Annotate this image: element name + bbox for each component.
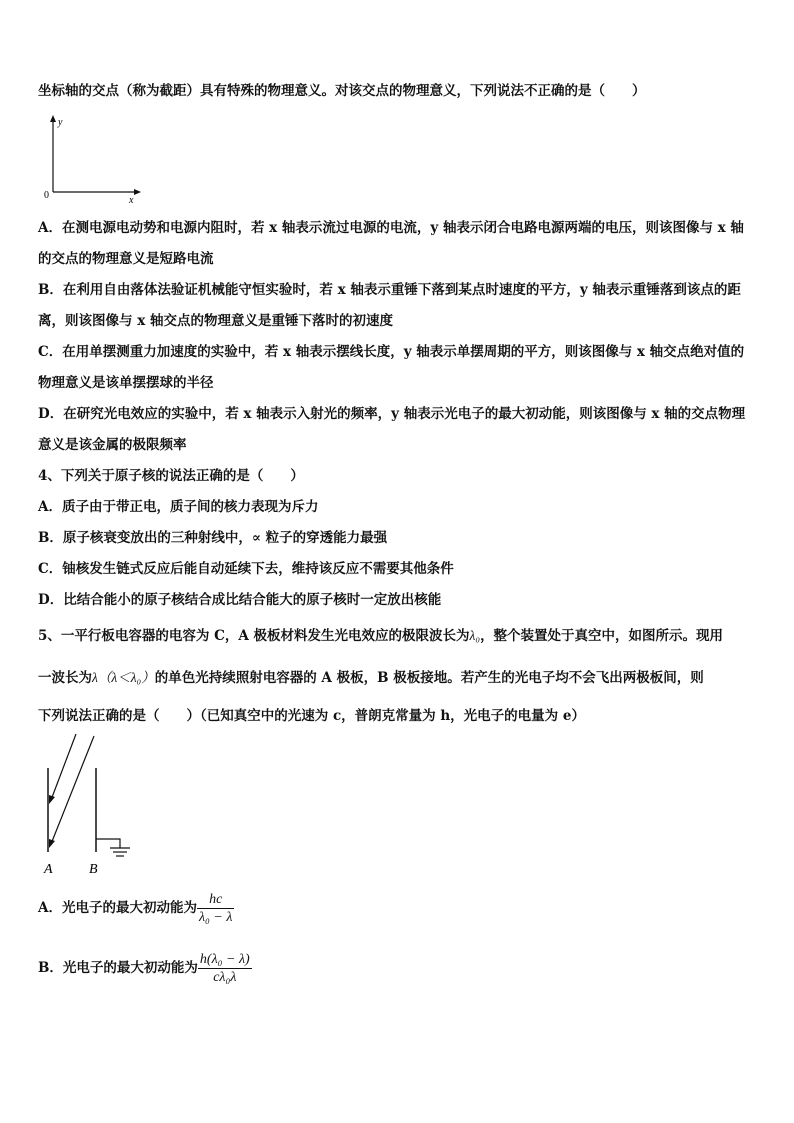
q5-stem-line1-a: 5、一平行板电容器的电容为 C，A 极板材料发生光电效应的极限波长为 [38,628,470,644]
q5-option-a-fraction [197,891,234,926]
q5-stem-line1-b: ，整个装置处于真空中，如图所示。现用 [480,628,724,644]
q5-stem-line1 [38,627,723,645]
q5-option-b-text: B．光电子的最大初动能为 [38,960,198,976]
plate-a-label: A [44,862,53,877]
light-ray-2 [51,736,94,844]
q4-option-b: B．原子核衰变放出的三种射线中，∝ 粒子的穿透能力最强 [38,530,388,546]
capacitor-diagram [38,732,138,880]
q3-axes-graph [40,112,150,204]
q4-stem: 4、下列关于原子核的说法正确的是（ ） [38,468,304,484]
q5-option-b-numerator: h(λ₀ − λ) [199,952,250,967]
q5-stem-line2 [38,669,704,687]
ground-wire [96,839,120,848]
q5-option-b-denominator: cλ₀λ [213,970,237,985]
origin-label: 0 [44,190,49,201]
light-ray-2-arrowhead [49,839,55,848]
q3-option-b-line2: 离，则该图像与 x 轴交点的物理意义是重锤下落时的初速度 [38,313,393,329]
q3-option-c-line2: 物理意义是该单摆摆球的半径 [38,375,214,391]
q3-option-b-line1: B．在利用自由落体法验证机械能守恒实验时，若 x 轴表示重锤下落到某点时速度的平方，y 轴表示重锤落到该点的距 [38,282,741,298]
q5-option-a-numerator: hc [197,891,234,909]
q5-stem-line2-b: 的单色光持续照射电容器的 A 极板，B 极板接地。若产生的光电子均不会飞出两极板间，则 [154,670,704,686]
q4-option-c: C．铀核发生链式反应后能自动延续下去，维持该反应不需要其他条件 [38,561,454,577]
x-axis-arrow [134,189,141,195]
q3-option-d-line2: 意义是该金属的极限频率 [38,437,187,453]
lambda-condition: λ（λ＜λ₀） [92,670,155,685]
q3-option-c-line1: C．在用单摆测重力加速度的实验中，若 x 轴表示摆线长度，y 轴表示单摆周期的平方，则该图像与 x 轴交点绝对值的 [38,344,745,360]
x-axis-label: x [129,195,134,204]
q3-option-a-line2: 的交点的物理意义是短路电流 [38,251,214,267]
q3-option-a-line1: A．在测电源电动势和电源内阻时，若 x 轴表示流过电源的电流，y 轴表示闭合电路电源两端的电压，则该图像与 x 轴 [38,220,744,236]
q5-option-b-fraction [198,951,252,986]
q3-stem: 坐标轴的交点（称为截距）具有特殊的物理意义。对该交点的物理意义，下列说法不正确的是（ ） [38,83,646,99]
q5-option-a-denominator: λ₀ − λ [198,910,233,925]
q5-stem-line3: 下列说法正确的是（ ）（已知真空中的光速为 c，普朗克常量为 h，光电子的电量为 e） [38,708,585,724]
q5-option-a-text: A．光电子的最大初动能为 [38,900,197,916]
q3-option-d-line1: D．在研究光电效应的实验中，若 x 轴表示入射光的频率，y 轴表示光电子的最大初动能，则该图像与 x 轴的交点物理 [38,406,746,422]
lambda0-symbol: λ₀ [469,628,481,643]
q5-stem-line2-a: 一波长为 [38,670,92,686]
y-axis-label: y [58,117,63,128]
y-axis-arrow [50,115,56,122]
light-ray-1-arrowhead [49,795,55,804]
q5-option-b [38,948,252,988]
plate-b-label: B [89,862,98,877]
q4-option-a: A．质子由于带正电，质子间的核力表现为斥力 [38,499,319,515]
q5-option-a [38,888,234,928]
q4-option-d: D．比结合能小的原子核结合成比结合能大的原子核时一定放出核能 [38,592,442,608]
